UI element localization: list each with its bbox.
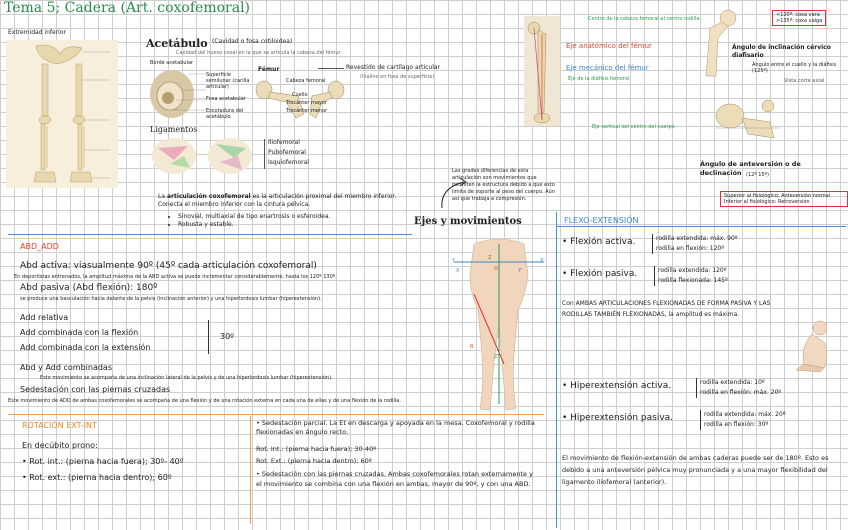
inclination-title: Ángulo de inclinación cérvico diafisario [732, 44, 831, 59]
acetabulo-part: Borde acetabular [150, 60, 194, 66]
ligament-item: Pubofemoral [268, 149, 306, 156]
hyper-passive-val: rodilla en flexión: 30º [704, 421, 769, 428]
inclination-legend [772, 10, 826, 26]
ligaments-illustration [150, 134, 262, 178]
flex-passive-val: rodilla extendida: 120º [658, 267, 727, 274]
hyper-active-val: rodilla en flexión: máx. 20º [700, 389, 782, 396]
flexo-vdivider [556, 212, 557, 528]
inclination-view: Vista corte axial [784, 78, 825, 84]
femur-part: Cuello [292, 92, 308, 98]
abd-active-note: En deportistas entrenados, la amplitud máxima de la ABD activa se puede incrementar considerablemente, hasta los 120º 130º. [14, 274, 337, 280]
femur-label: Fémur [258, 66, 280, 73]
connector-line [318, 68, 344, 69]
femur-axes-illustration [524, 16, 560, 126]
flexo-closing: El movimiento de flexión-extensión de ambas caderas puede ser de 180º. Esto es debido a una anteversión pélvica muy pronunciada y a una mayor flexibilidad del ligamento iliofemoral (anterior). [562, 454, 829, 486]
section-divider [8, 234, 412, 235]
flex-note: Con AMBAS ARTICULACIONES FLEXIONADAS DE FORMA PASIVA Y LAS RODILLAS TAMBIÉN FLEXIONADAS, la amplitud es máxima. [562, 300, 771, 318]
legend-item: Inferior al fisiológico: Retroversión [724, 199, 810, 205]
acetabulo-note: (Cavidad o fosa cotiloidea) [212, 38, 293, 45]
sedestacion-rot-int: Rot. Int.: (pierna hacia fuera); 30-40º [256, 445, 377, 453]
abd-add-combined: Abd y Add combinadas [20, 363, 112, 372]
articulation-bullets [164, 213, 418, 229]
sedestacion-title: Sedestación con las piernas cruzadas [20, 385, 171, 394]
femur-neck-illustration [698, 8, 738, 78]
ligaments-bracket [264, 139, 265, 169]
ejes-title: Ejes y movimientos [414, 216, 522, 227]
bullet-item: • Robusta y estable. [178, 221, 418, 229]
ejes-note: Las grades diferencias de esta articulación son movimientos que permiten la estructura debido a que esto limita de soporte al peso del cuerpo. Aún así que trabaja a compresión. [452, 168, 555, 202]
anteversion-legend [720, 191, 848, 207]
acetabulo-title: Acetábulo [146, 37, 208, 50]
hyper-active-label: • Hiperextensión activa. [562, 381, 672, 391]
abd-passive: Abd pasiva (Abd flexión): 180º [20, 283, 158, 293]
articulation-description: La articulación coxofemoral es la articulación proximal del miembro inferior. Conecta el miembro inferior con la cintura pélvica. [158, 193, 397, 208]
flex-passive-label: • Flexión pasiva. [562, 269, 638, 279]
knees-to-chest-illustration [790, 318, 836, 374]
axis-label: O [494, 266, 498, 272]
page-title: Tema 5; Cadera (Art. coxofemoral) [4, 0, 251, 16]
axis-label: R [470, 344, 474, 350]
add-extension: Add combinada con la extensión [20, 343, 151, 352]
axis-label: Z [488, 255, 492, 261]
add-value: 30º [220, 332, 234, 341]
limb-label: Extremidad inferior [8, 29, 66, 36]
acetabulo-part: Fosa acetabular [206, 96, 246, 102]
bullet-item: • Sinovial, multiaxial de tipo enartrosis o esferoidea. [178, 213, 418, 221]
axis-label: X [456, 268, 460, 274]
anteversion-illustration [708, 92, 788, 154]
ligaments-label: Ligamentos [150, 125, 198, 134]
legend-item: Superior al fisiológico: Anteversión normal [724, 193, 831, 199]
lower-limb-illustration [6, 40, 118, 188]
body-axes-illustration [444, 234, 554, 414]
abd-active: Abd activa: viasualmente 90º (45º cada articulación coxofemoral) [20, 261, 317, 271]
hyper-active-val: rodilla extendida: 10º [700, 379, 765, 386]
rotacion-item: • Rot. ext.: (pierna hacia dentro); 60º [22, 473, 172, 482]
sedestacion-note: Este movimiento de ADD de ambas coxofemorales se acompaña de una flexión y de una rotación externa en cada una de ellas y de una flexión de la rodilla. [8, 398, 401, 404]
legend-item: >135º: coxa valga [776, 18, 823, 24]
mechanic-axis-label: Eje mecánico del fémur [566, 64, 649, 72]
abd-passive-note: se produce una basculación hacia delante de la pelvis (inclinación anterior) y una hiperlordosis lumbar (hiperextensión). [20, 296, 322, 302]
bracket [700, 410, 701, 430]
axis-label: X' [540, 258, 545, 264]
anteversion-value: (12º 15º) [746, 172, 769, 178]
femur-part: Cabeza femoral [286, 78, 326, 84]
flex-active-label: • Flexión activa. [562, 237, 636, 247]
rotacion-item: • Rot. int.: (pierna hacia fuera); 30º- 40º [22, 457, 184, 466]
femur-axis-note: Eje vertical del centro del cuerpo [592, 124, 675, 130]
legend-item: <120º: coxa vara [776, 12, 820, 18]
bracket [696, 378, 697, 398]
hyper-passive-label: • Hiperextensión pasiva. [562, 413, 674, 423]
sedestacion-rot-ext: Rot. Ext.: (pierna hacia dentro); 60º [256, 457, 372, 465]
femur-axis-note: Eje de la diáfisis femoral [568, 76, 630, 82]
sedestacion-cruzadas: • Sedestación con las piernas cruzadas. Ambas coxofemorales rotan externamente y el movimiento se combina con una flexión en ambas, mayor de 90º, y con una ABD. [256, 470, 533, 488]
axis-label: Z' [494, 354, 499, 360]
abd-add-heading: ABD_ADD [20, 242, 59, 251]
inclination-desc: Ángulo entre el cuello y la diáfisis (125º) [752, 62, 837, 74]
add-flexion: Add combinada con la flexión [20, 328, 139, 337]
ligament-item: Iliofemoral [268, 139, 300, 146]
section-divider-orange [8, 414, 544, 415]
rotacion-heading: ROTACIÓN EXT-INT [22, 421, 97, 430]
abd-add-combined-note: Esto movimiento se acompaña de una inclinación lateral de la pelvis y de una hiperlordosis lumbar (hiperextensión). [40, 375, 333, 381]
flexo-hline [556, 226, 846, 227]
rotacion-vdivider [250, 416, 251, 524]
sedestacion-parcial: • Sedestación parcial. La Et en descarga y apoyada en la mesa. Coxofemoral y rodilla flexionadas en ángulo recto. [256, 419, 535, 436]
bracket [652, 234, 653, 254]
femur-axis-note: Centro de la cabeza femoral al centro rodilla [588, 16, 700, 22]
cartilage-label: Revestido de cartílago articular [346, 64, 441, 71]
axis-label: Y [452, 258, 456, 264]
flexo-heading: FLEXO-EXTENSIÓN [564, 216, 639, 225]
anteversion-title: Ángulo de anteversión o de declinación [700, 160, 801, 177]
ligament-item: Isquiofemoral [268, 159, 309, 166]
flex-active-val: rodilla en flexión: 120º [656, 245, 725, 252]
flex-passive-val: rodilla flexionada: 145º [658, 277, 728, 284]
acetabulo-part: Superficie semilunar (carilla articular) [206, 72, 250, 90]
hyper-passive-val: rodilla extendida: máx. 20º [704, 411, 786, 418]
cartilage-note: (hialino en fosa de superficie) [360, 74, 435, 80]
add-relative: Add relativa [20, 313, 69, 322]
flex-active-val: rodilla extendida: máx. 90º [656, 235, 738, 242]
add-bracket [208, 320, 209, 354]
acetabulo-desc: Cavidad del hueso coxal en la que se articula la cabeza del fémur [176, 50, 341, 56]
anatomic-axis-label: Eje anatómico del fémur [566, 42, 652, 50]
femur-part: Trocánter mayor [286, 100, 327, 106]
acetabulo-part: Escotadura del acetábulo [206, 108, 244, 120]
bracket [654, 266, 655, 286]
femur-part: Trocánter menor [286, 108, 328, 114]
axis-label: Y' [518, 268, 523, 274]
decubito-label: En decúbito prono: [22, 441, 98, 450]
